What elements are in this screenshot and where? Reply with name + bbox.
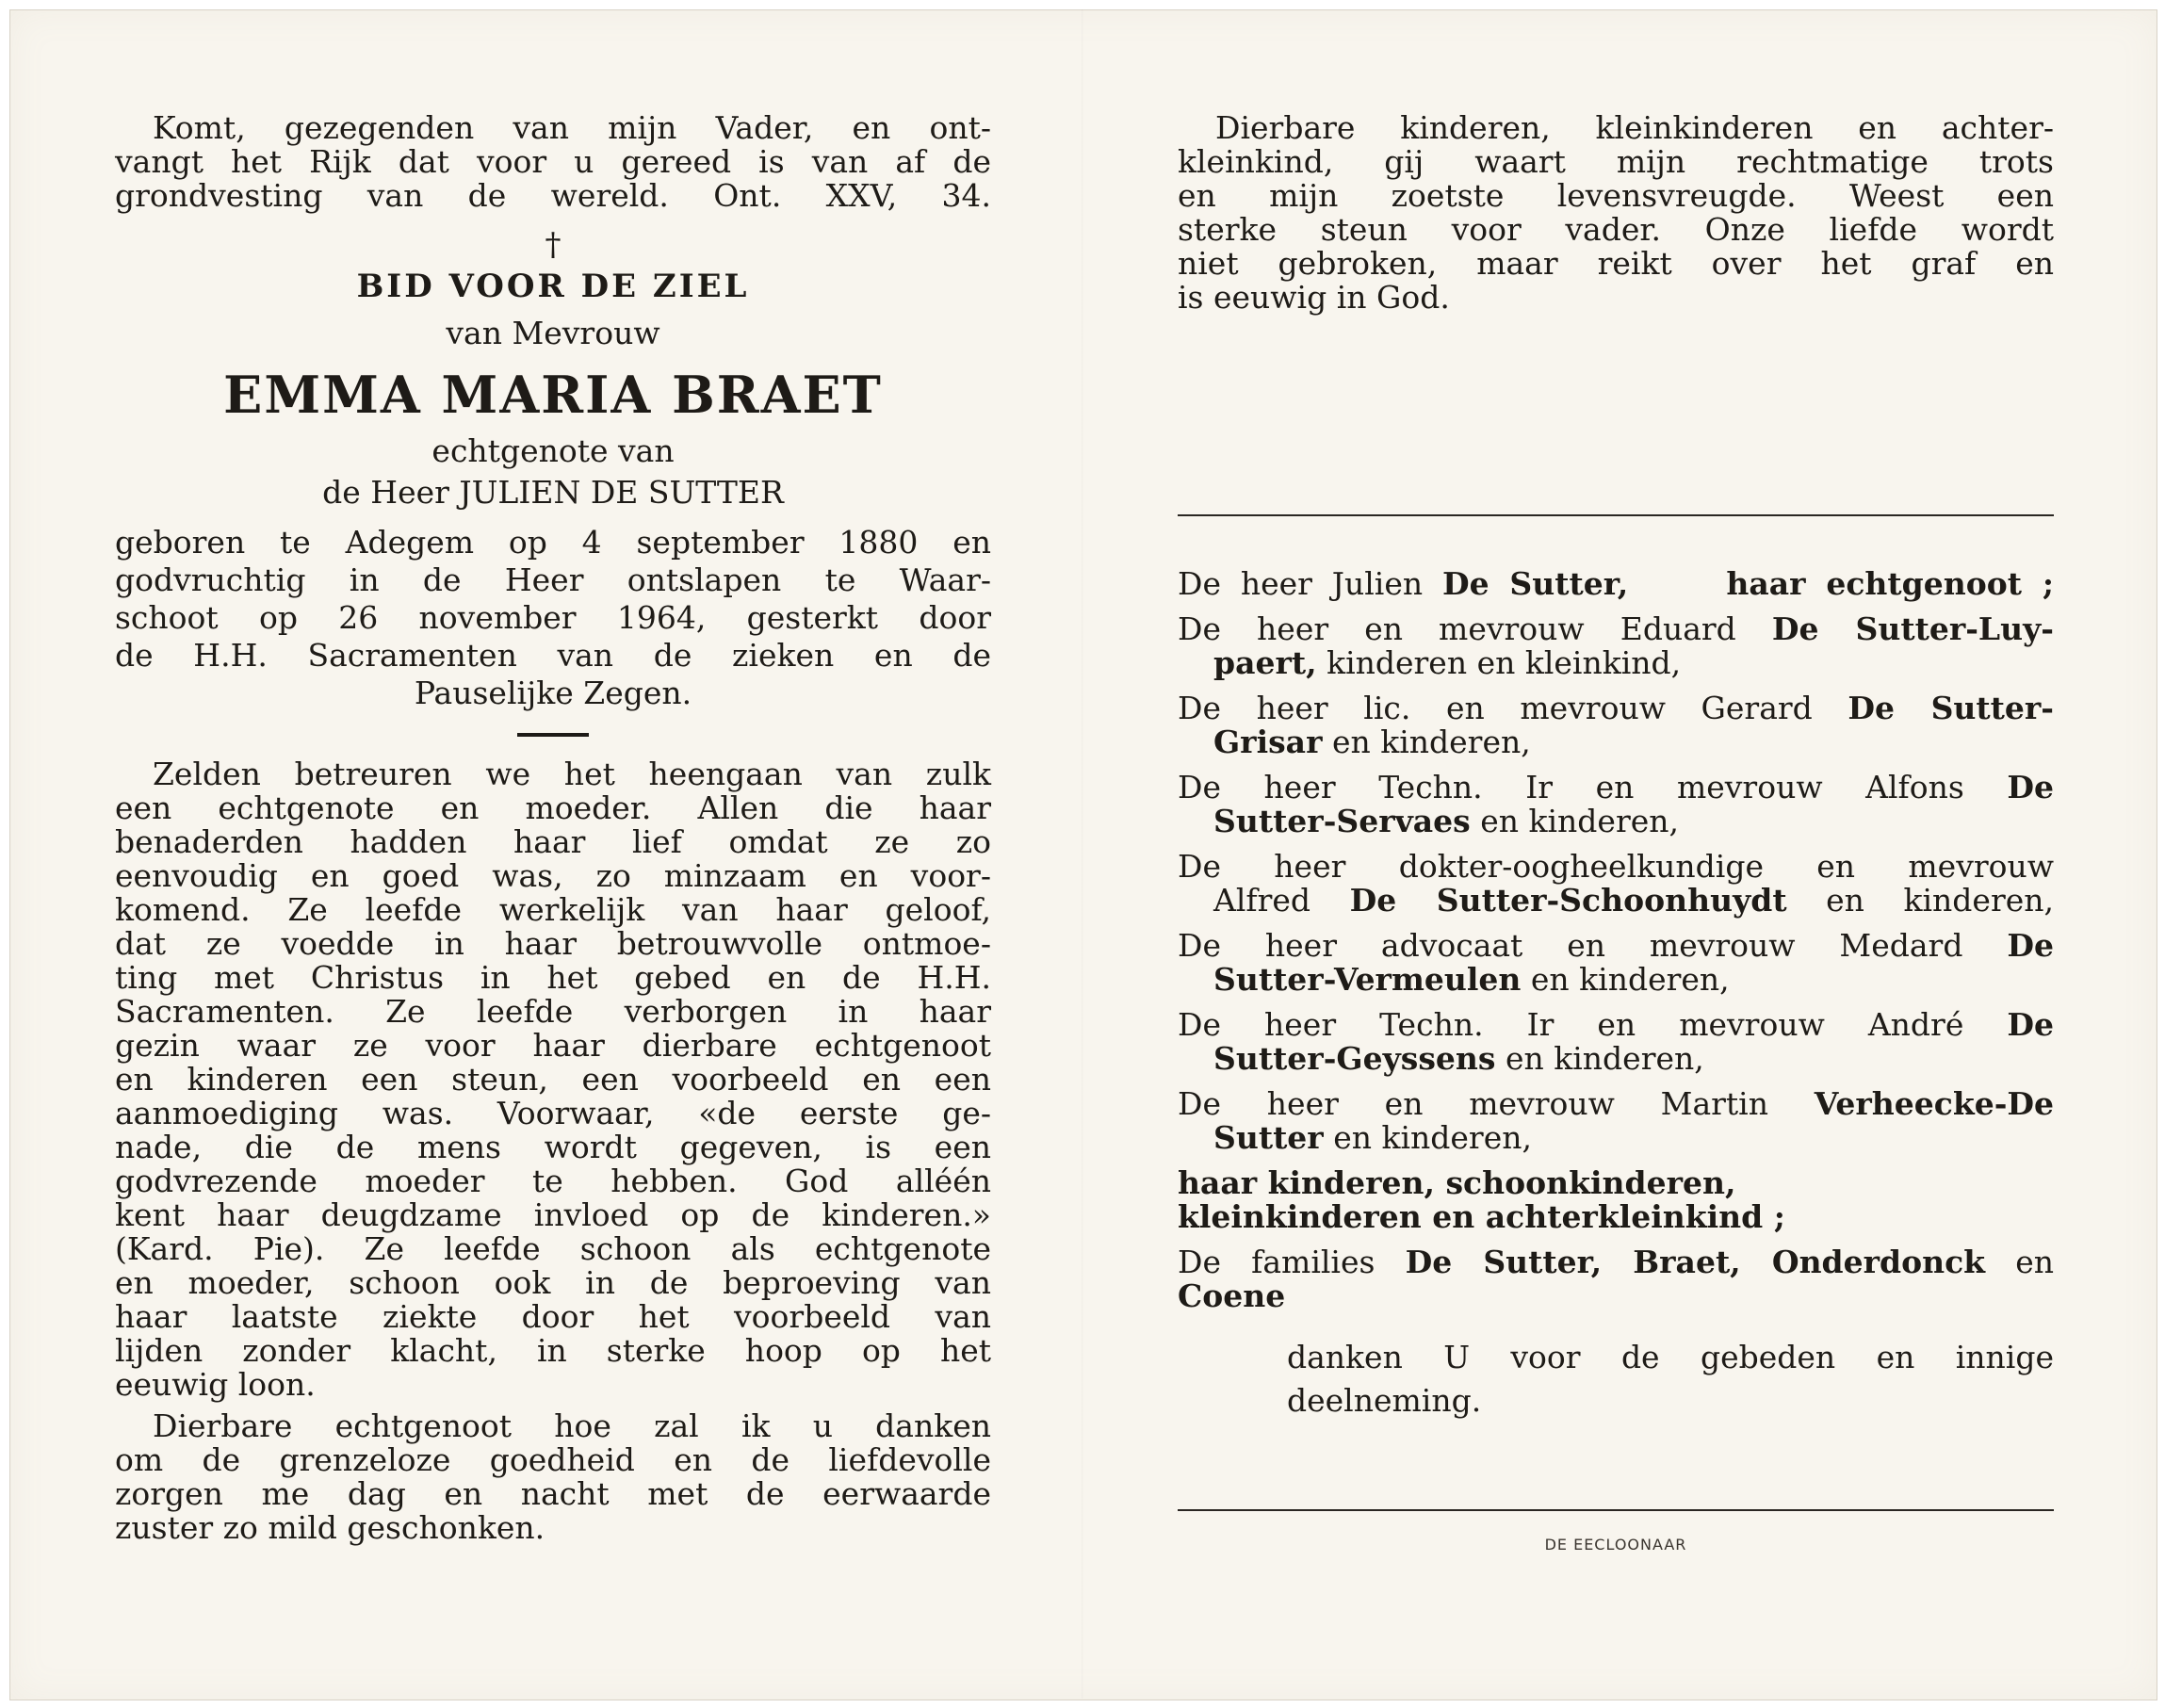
birth-line: de H.H. Sacramenten van de zieken en de [115,637,991,674]
tribute-line: gezin waar ze voor haar dierbare echtgenoot [115,1027,991,1064]
birth-death-details [115,524,991,712]
mourner-entry: De heer Techn. Ir en mevrouw Alfons De Sutter-Servaes en kinderen, [1178,769,2054,839]
tribute-line: lijden zonder klacht, in sterke hoop op het [115,1332,991,1369]
printer-mark: DE EECLOONAAR [1544,1536,1687,1553]
tribute-line: en moeder, schoon ook in de beproeving van [115,1264,991,1301]
tribute-text [115,757,991,1402]
tribute-line: Sacramenten. Ze leefde verborgen in haar [115,993,991,1030]
tribute-line: een echtgenote en moeder. Allen die haar [115,789,991,826]
tribute-line: eeuwig loon. [115,1366,316,1403]
tribute-line: Zelden betreuren we het heengaan van zulk [153,756,991,792]
tribute-line: komend. Ze leefde werkelijk van haar geloof, [115,891,991,928]
mourner-entry: De heer en mevrouw Eduard De Sutter-Luy- paert, kinderen en kleinkind, [1178,610,2054,681]
tribute-line: eenvoudig en goed was, zo minzaam en voor- [115,857,991,894]
divider-rule-top [1178,514,2054,516]
right-page [1178,111,2054,1569]
spouse-address [115,1409,991,1545]
card-fold [1082,9,1083,1699]
birth-line: geboren te Adegem op 4 september 1880 en [115,524,991,561]
mourner-entry: De heer advocaat en mevrouw Medard De Sutter-Vermeulen en kinderen, [1178,927,2054,998]
birth-line: Pauselijke Zegen. [414,675,692,711]
tribute-line: en kinderen een steun, een voorbeeld en een [115,1061,991,1098]
scripture-quote [115,111,991,213]
tribute-line: nade, die de mens wordt gegeven, is een [115,1129,991,1165]
thanks-line: deelneming. [1287,1382,1482,1419]
left-page [115,111,991,1545]
tribute-line: aanmoediging was. Voorwaar, «de eerste ge- [115,1095,991,1131]
family-group [1178,1166,2054,1234]
mourner-entry: De heer dokter-oogheelkundige en mevrouw Alfred De Sutter-Schoonhuydt en kinderen, [1178,848,2054,919]
scripture-line: Komt, gezegenden van mijn Vader, en ont- [153,109,991,146]
children-address [1178,111,2054,315]
cross-icon: † [545,226,562,264]
children-address-line: sterke steun voor vader. Onze liefde wordt [1178,211,2054,248]
mourner-entry: De heer Julien De Sutter, haar echtgenoot ; [1178,565,2054,602]
thanks-text [1178,1336,2054,1423]
children-address-line: niet gebroken, maar reikt over het graf en [1178,245,2054,282]
birth-line: schoot op 26 november 1964, gesterkt door [115,599,991,636]
scripture-line: grondvesting van de wereld. Ont. XXV, 34. [115,177,991,214]
children-address-line: kleinkind, gij waart mijn rechtmatige trots [1178,143,2054,180]
van-mevrouw: van Mevrouw [446,315,660,351]
mourner-entry: De heer en mevrouw Martin Verheecke-De Sutter en kinderen, [1178,1085,2054,1156]
scripture-line: vangt het Rijk dat voor u gereed is van af de [115,143,991,180]
children-address-line: is eeuwig in God. [1178,279,1450,316]
spouse-address-line: zuster zo mild geschonken. [115,1509,545,1546]
deceased-name: EMMA MARIA BRAET [223,365,883,425]
family-group-line: haar kinderen, schoonkinderen, [1178,1164,1736,1201]
tribute-line: kent haar deugdzame invloed op de kinderen.» [115,1196,991,1233]
children-address-line: en mijn zoetste levensvreugde. Weest een [1178,177,2054,214]
thanks-line: danken U voor de gebeden en innige [1287,1339,2054,1375]
mourner-entry: De heer Techn. Ir en mevrouw André De Sutter-Geyssens en kinderen, [1178,1006,2054,1077]
families-entry: De families De Sutter, Braet, Onderdonck en Coene [1178,1244,2054,1314]
tribute-line: godvrezende moeder te hebben. God alléén [115,1163,991,1199]
pray-heading: BID VOOR DE ZIEL [356,268,750,305]
spouse-name: de Heer JULIEN DE SUTTER [322,474,784,511]
divider-dash [517,733,589,737]
spouse-intro: echtgenote van [431,432,675,469]
spouse-address-line: zorgen me dag en nacht met de eerwaarde [115,1475,991,1512]
birth-line: godvruchtig in de Heer ontslapen te Waar- [115,561,991,598]
tribute-line: dat ze voedde in haar betrouwvolle ontmoe- [115,925,991,962]
tribute-line: ting met Christus in het gebed en de H.H. [115,959,991,996]
tribute-line: haar laatste ziekte door het voorbeeld van [115,1298,991,1335]
mourners-list [1178,567,2054,1313]
mourner-entry: De heer lic. en mevrouw Gerard De Sutter- Grisar en kinderen, [1178,690,2054,760]
tribute-line: benaderden hadden haar lief omdat ze zo [115,823,991,860]
spouse-address-line: om de grenzeloze goedheid en de liefdevolle [115,1441,991,1478]
family-group-line: kleinkinderen en achterkleinkind ; [1178,1198,1785,1235]
tribute-line: (Kard. Pie). Ze leefde schoon als echtgenote [115,1230,991,1267]
children-address-line: Dierbare kinderen, kleinkinderen en achter- [1215,109,2054,146]
spouse-address-line: Dierbare echtgenoot hoe zal ik u danken [153,1407,991,1444]
divider-rule-bottom [1178,1509,2054,1511]
